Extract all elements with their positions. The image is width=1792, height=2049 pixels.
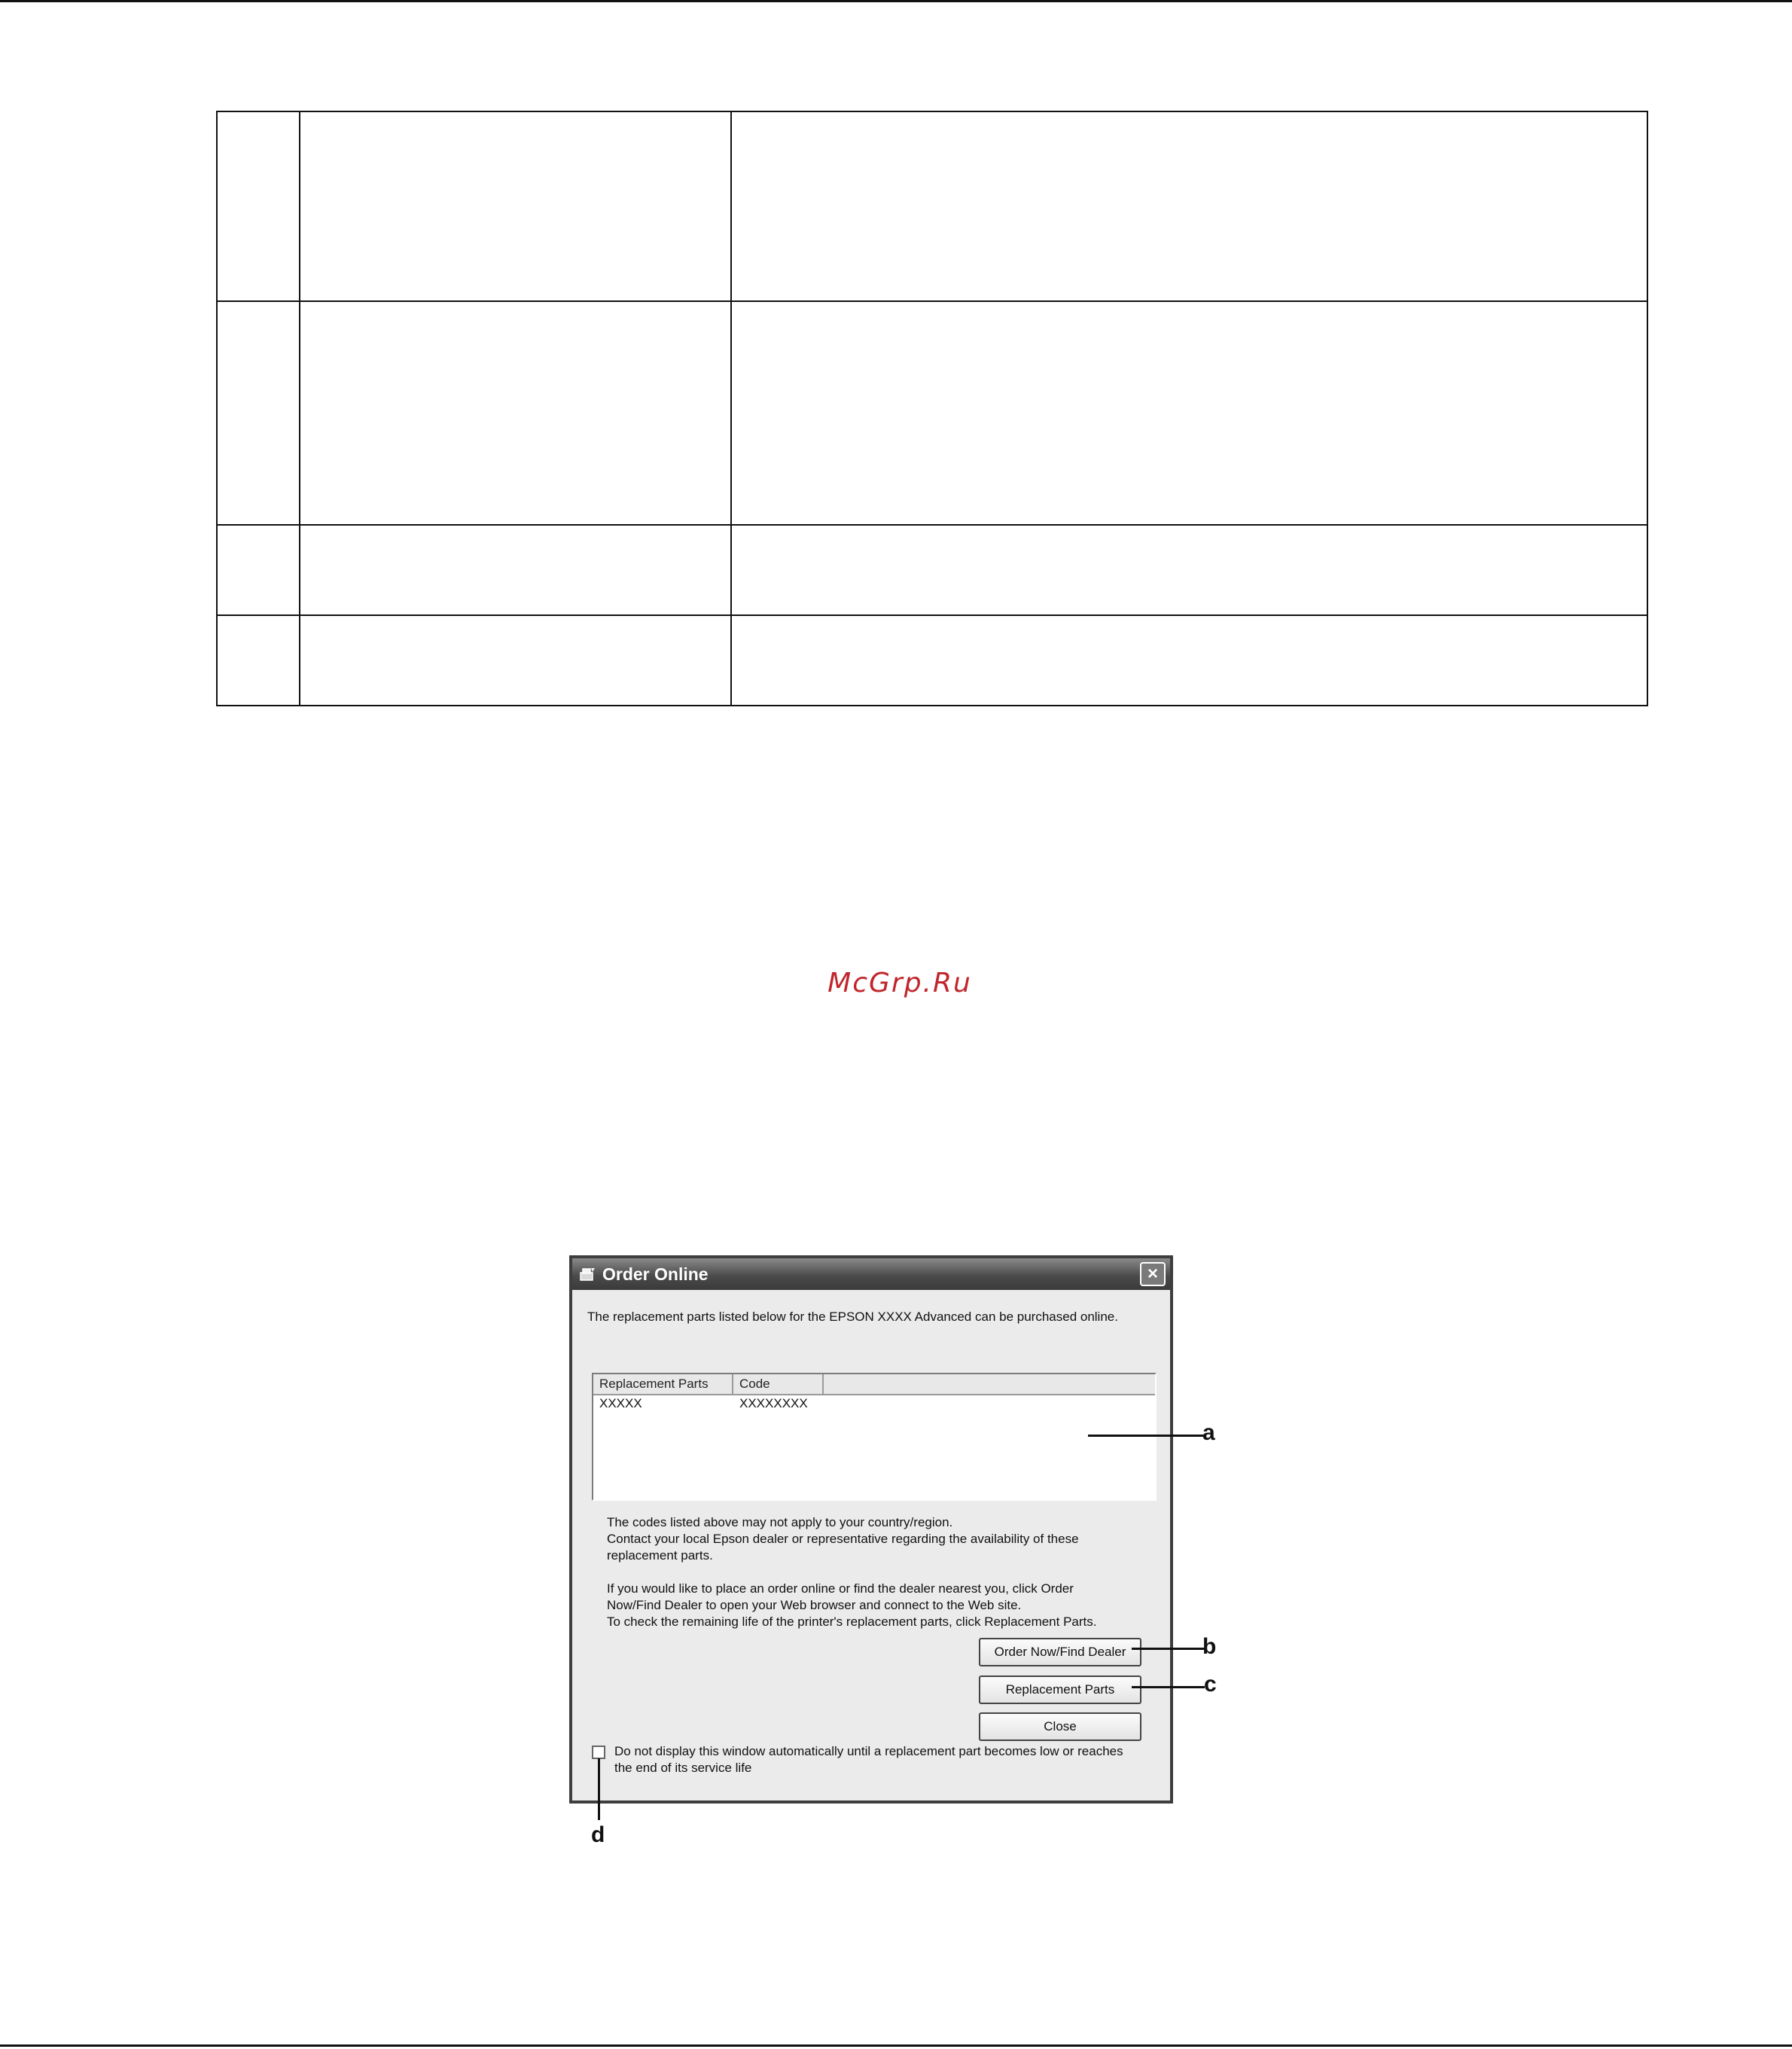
order-now-find-dealer-button[interactable]: Order Now/Find Dealer: [979, 1638, 1141, 1666]
callout-label-d: d: [591, 1822, 605, 1847]
table-row: [217, 615, 1647, 706]
column-header-parts[interactable]: Replacement Parts: [593, 1374, 733, 1394]
callout-label-b: b: [1202, 1634, 1217, 1659]
bottom-rule: [0, 2044, 1792, 2047]
note-line: To check the remaining life of the printer's replacement parts, click Replacement Parts.: [607, 1615, 1097, 1629]
table-row: [217, 111, 1647, 301]
note-line: The codes listed above may not apply to your country/region.: [607, 1515, 953, 1529]
order-online-dialog: [569, 1255, 1173, 1804]
column-header-code[interactable]: Code: [733, 1374, 824, 1394]
title-bar: [572, 1258, 1170, 1290]
empty-table: [216, 111, 1648, 706]
note-line: If you would like to place an order online or find the dealer nearest you, click Order: [607, 1581, 1074, 1596]
top-rule: [0, 0, 1792, 2]
callout-label-a: a: [1202, 1420, 1215, 1445]
replacement-parts-list[interactable]: [592, 1373, 1157, 1501]
replacement-parts-button[interactable]: Replacement Parts: [979, 1675, 1141, 1704]
printer-icon: [578, 1266, 596, 1284]
note-line: replacement parts.: [607, 1548, 713, 1563]
list-item[interactable]: [593, 1395, 1155, 1412]
table-row: [217, 301, 1647, 525]
do-not-display-checkbox[interactable]: [592, 1746, 605, 1759]
close-button[interactable]: Close: [979, 1712, 1141, 1741]
checkbox-label-line1: Do not display this window automatically until a replacement part becomes low or reaches: [614, 1744, 1123, 1758]
checkbox-label-line2: the end of its service life: [614, 1761, 752, 1775]
table-row: [217, 525, 1647, 615]
callout-line-b: [1132, 1648, 1205, 1650]
watermark: McGrp.Ru: [827, 968, 972, 999]
callout-line-d: [598, 1758, 600, 1820]
list-header: [593, 1374, 1155, 1395]
part-name: XXXXX: [599, 1396, 642, 1410]
close-icon[interactable]: ×: [1140, 1262, 1166, 1286]
callout-line-c: [1132, 1686, 1205, 1688]
note-line: Now/Find Dealer to open your Web browser and connect to the Web site.: [607, 1598, 1022, 1612]
intro-text: The replacement parts listed below for the EPSON XXXX Advanced can be purchased online.: [587, 1310, 1118, 1324]
part-code: XXXXXXXX: [739, 1396, 808, 1410]
note-line: Contact your local Epson dealer or representative regarding the availability of these: [607, 1532, 1079, 1546]
callout-line-a: [1088, 1435, 1205, 1437]
dialog-title: Order Online: [602, 1264, 709, 1284]
callout-label-c: c: [1204, 1672, 1217, 1697]
